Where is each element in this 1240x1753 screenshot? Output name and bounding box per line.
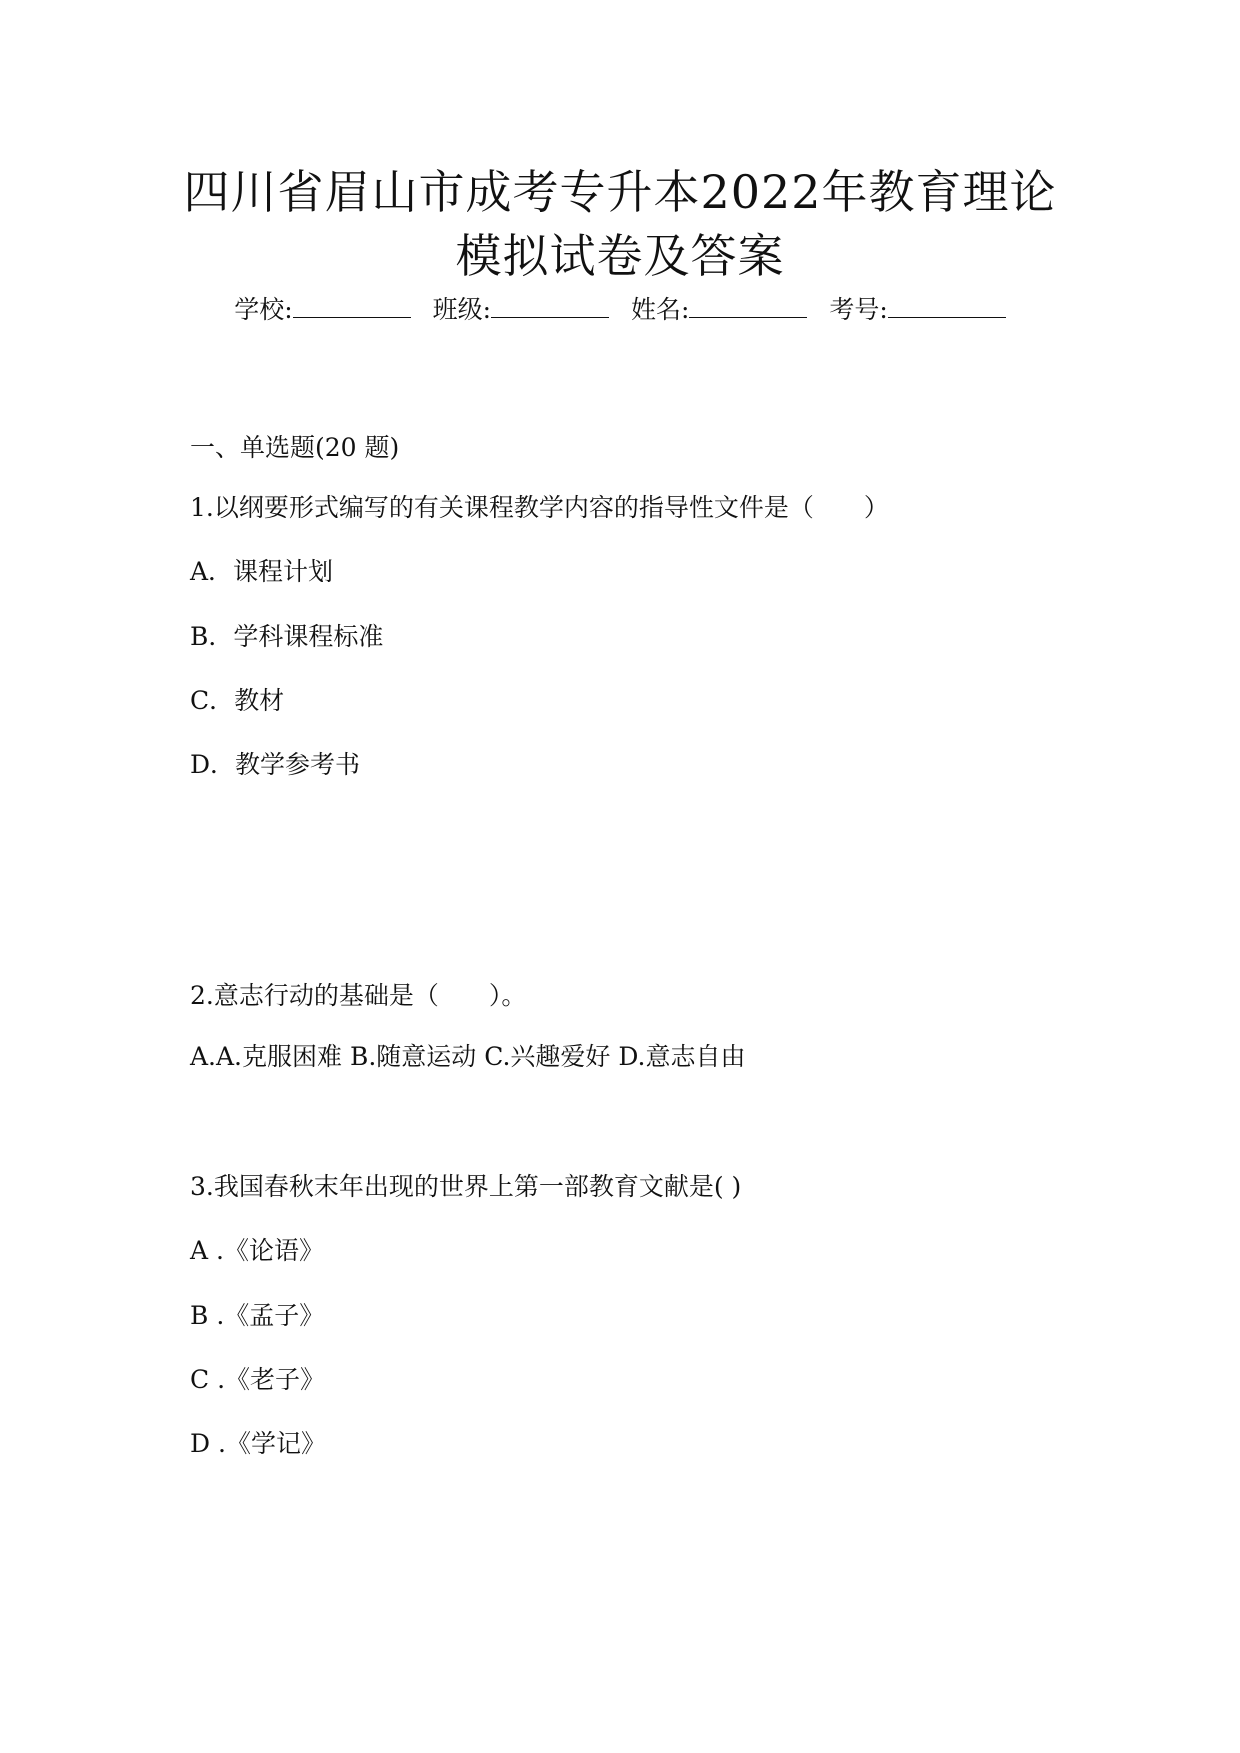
question-1-option-c: C．教材 — [190, 686, 285, 715]
question-1-option-a: A．课程计划 — [190, 557, 334, 586]
question-1-option-d: D．教学参考书 — [190, 750, 361, 779]
school-label: 学校: — [234, 295, 293, 324]
question-3-option-b: B .《孟子》 — [190, 1301, 325, 1330]
name-blank — [689, 295, 807, 318]
document-title-line-1: 四川省眉山市成考专升本2022年教育理论 — [183, 165, 1057, 219]
exam-number-field — [829, 295, 1005, 324]
question-1-option-b: B．学科课程标准 — [190, 622, 384, 651]
question-1-stem: 1.以纲要形式编写的有关课程教学内容的指导性文件是（ ） — [190, 493, 889, 522]
name-label: 姓名: — [630, 295, 690, 324]
question-3-option-c: C .《老子》 — [190, 1365, 326, 1394]
class-blank — [491, 295, 609, 318]
question-3-option-a: A .《论语》 — [190, 1236, 324, 1265]
section-heading: 一、单选题(20 题) — [190, 433, 400, 462]
exam-number-blank — [888, 295, 1006, 318]
document-title-line-2: 模拟试卷及答案 — [455, 229, 785, 283]
question-2-options: A.A.克服困难 B.随意运动 C.兴趣爱好 D.意志自由 — [190, 1042, 746, 1071]
question-2-stem: 2.意志行动的基础是（ ）。 — [190, 981, 527, 1010]
class-label: 班级: — [432, 295, 492, 324]
school-blank — [293, 295, 411, 318]
student-info-row — [0, 290, 1240, 326]
class-field — [433, 295, 609, 324]
question-3-option-d: D .《学记》 — [190, 1429, 326, 1458]
school-field — [234, 295, 410, 324]
name-field — [631, 295, 807, 324]
exam-number-label: 考号: — [829, 295, 888, 324]
question-3-stem: 3.我国春秋末年出现的世界上第一部教育文献是( ) — [190, 1172, 742, 1201]
